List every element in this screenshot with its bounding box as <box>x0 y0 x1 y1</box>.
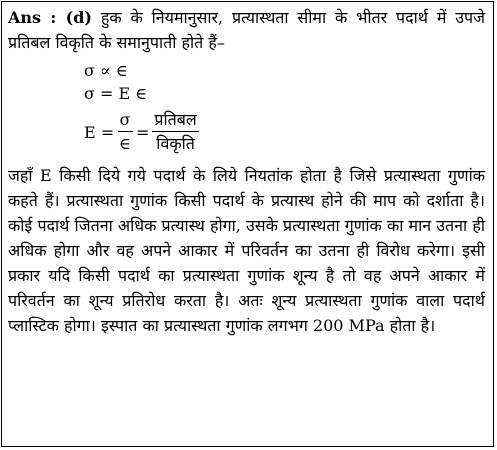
formula-proportional: σ ∝ ∈ <box>84 61 128 80</box>
formula-lhs: E = <box>84 122 115 142</box>
fraction-denominator: ∈ <box>119 133 132 153</box>
fraction-denominator: विकृति <box>156 133 195 153</box>
intro-text: हुक के नियमानुसार, प्रत्यास्थता सीमा के भीतर पदार्थ में उपजे प्रतिबल विकृति के समानुपाती होते हैं– <box>8 8 485 52</box>
formula-equals: = <box>136 122 150 142</box>
answer-box <box>1 1 494 447</box>
fraction-numerator: प्रतिबल <box>152 110 198 132</box>
fraction-sigma-over-strain <box>117 110 133 155</box>
answer-intro <box>8 5 485 55</box>
formula-stress-strain: σ = E ∈ <box>84 84 148 103</box>
formula-block <box>84 59 485 159</box>
fraction-numerator: σ <box>118 110 133 132</box>
answer-label: Ans : (d) <box>8 8 92 27</box>
fraction-stress-over-strain <box>152 110 198 155</box>
formula-modulus <box>84 105 485 159</box>
explanation-text: जहाँ E किसी दिये गये पदार्थ के लिये नियतांक होता है जिसे प्रत्यास्थता गुणांक कहते हैं। प्रत्यास्थता गुणांक किसी पदार्थ के प्रत्यास्थ होने की माप को दर्शाता है। कोई पदार्थ जितना अधिक प्रत्यास्थ होगा, उसके प्रत्यास्थता गुणांक का मान उतना ही अधिक होगा और वह अपने आकार में परिवर्तन का उतना ही विरोध करेगा। इसी प्रकार यदि किसी पदार्थ का प्रत्यास्थता गुणांक शून्य है तो वह अपने आकार में परिवर्तन का शून्य प्रतिरोध करता है। अतः शून्य प्रत्यास्थता गुणांक वाला पदार्थ प्लास्टिक होगा। इस्पात का प्रत्यास्थता गुणांक लगभग 200 MPa होता है। <box>8 166 485 335</box>
